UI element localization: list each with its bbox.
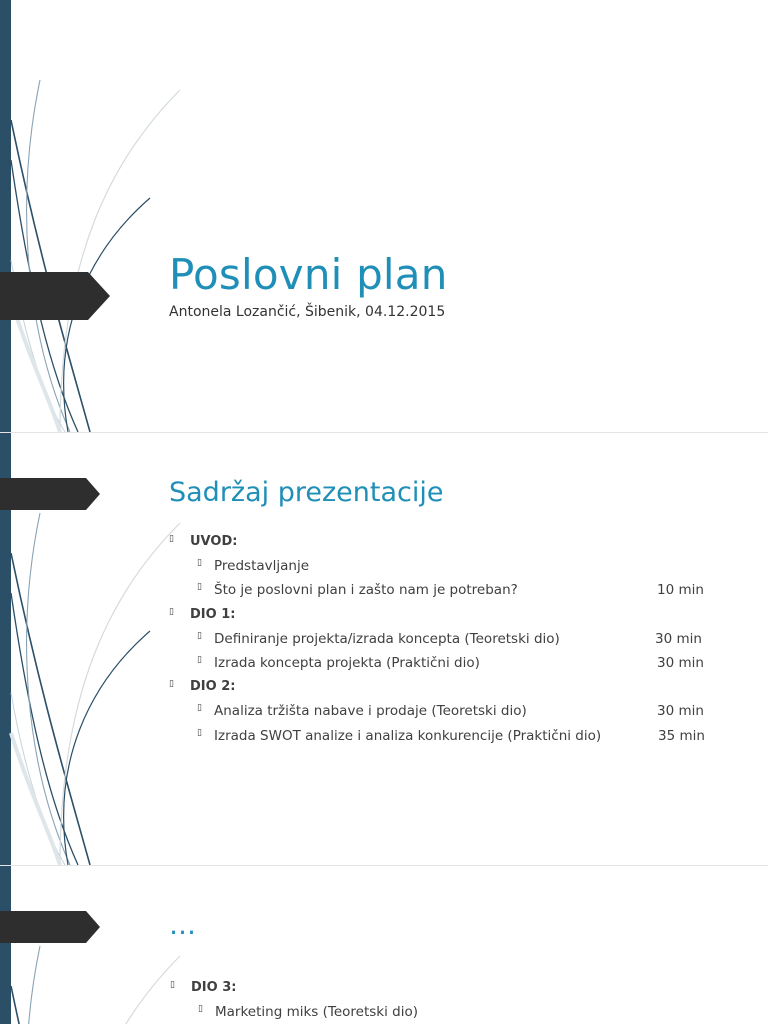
bullet-icon: ▯ bbox=[197, 703, 202, 714]
slide-contents bbox=[0, 433, 768, 866]
bullet-icon: ▯ bbox=[198, 1004, 203, 1015]
presentation-subtitle: Antonela Lozančić, Šibenik, 04.12.2015 bbox=[169, 304, 446, 320]
bullet-icon: ▯ bbox=[197, 727, 202, 738]
slide-heading: … bbox=[169, 910, 196, 941]
slide-title bbox=[0, 0, 768, 433]
arrow-tab bbox=[0, 911, 100, 943]
bullet-icon: ▯ bbox=[197, 558, 202, 569]
section-item: ▯ DIO 2: bbox=[169, 675, 729, 699]
duration: 30 min bbox=[655, 630, 702, 647]
bullet-icon: ▯ bbox=[197, 630, 202, 641]
contents-outline bbox=[169, 530, 729, 748]
bullet-icon: ▯ bbox=[197, 582, 202, 593]
duration: 30 min bbox=[657, 703, 704, 720]
section-item: ▯ UVOD: bbox=[169, 530, 729, 554]
bullet-icon: ▯ bbox=[170, 980, 175, 990]
subsection-item: ▯ Definiranje projekta/izrada koncepta (Teoretski dio) 30 min bbox=[169, 627, 729, 651]
section-item: ▯ DIO 1: bbox=[169, 603, 729, 627]
arrow-tab bbox=[0, 478, 100, 510]
bullet-icon: ▯ bbox=[169, 534, 174, 544]
section-item: ▯ DIO 3: bbox=[170, 976, 730, 1000]
duration: 35 min bbox=[658, 727, 705, 744]
subsection-item: ▯ Izrada koncepta projekta (Praktični dio) 30 min bbox=[169, 651, 729, 675]
contents-outline bbox=[170, 976, 730, 1024]
bullet-icon: ▯ bbox=[169, 606, 174, 617]
duration: 30 min bbox=[657, 654, 704, 671]
bullet-icon: ▯ bbox=[197, 654, 202, 665]
bullet-icon: ▯ bbox=[169, 679, 174, 690]
duration: 10 min bbox=[657, 582, 704, 599]
subsection-item: ▯ Izrada SWOT analize i analiza konkurencije (Praktični dio) 35 min bbox=[169, 724, 729, 748]
subsection-item: ▯ Predstavljanje bbox=[169, 554, 729, 578]
slide-continued bbox=[0, 866, 768, 1024]
subsection-item: ▯ Analiza tržišta nabave i prodaje (Teoretski dio) 30 min bbox=[169, 699, 729, 723]
slide-heading: Sadržaj prezentacije bbox=[169, 477, 444, 508]
presentation-title: Poslovni plan bbox=[169, 250, 448, 299]
subsection-item: ▯ Što je poslovni plan i zašto nam je potreban? 10 min bbox=[169, 578, 729, 602]
decorative-curves bbox=[0, 0, 200, 432]
arrow-tab bbox=[0, 272, 110, 320]
subsection-item: ▯ Marketing miks (Teoretski dio) bbox=[170, 1000, 730, 1024]
